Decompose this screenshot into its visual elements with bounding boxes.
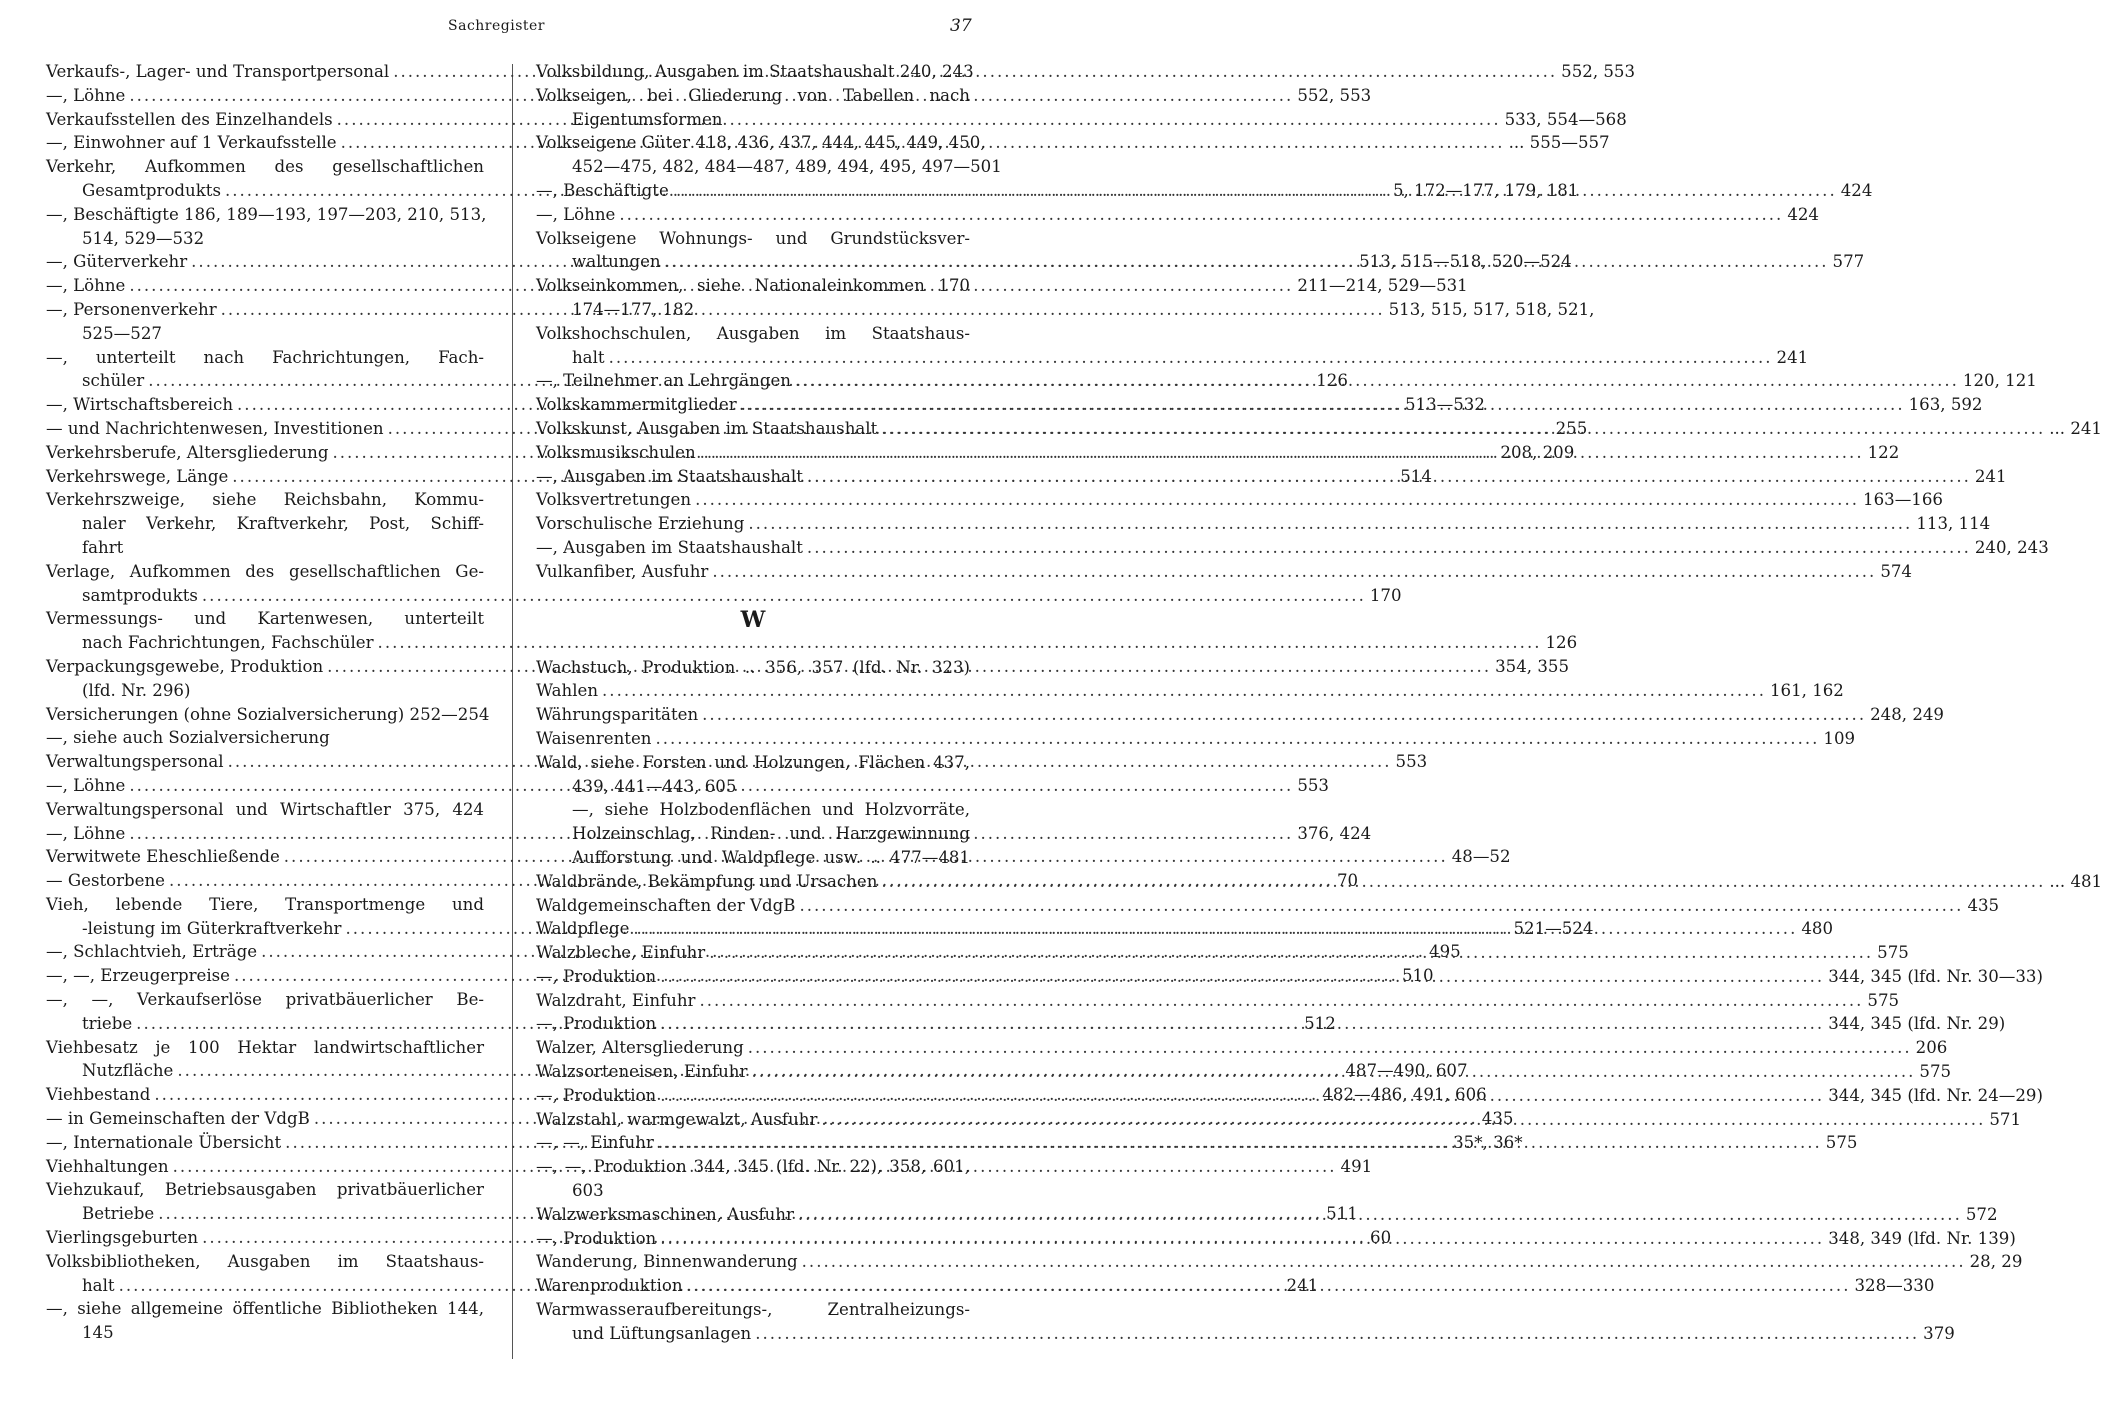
- index-entry: [536, 512, 1991, 536]
- entry-page-refs: 48—52: [1451, 847, 1511, 867]
- entry-page-refs: 241: [1286, 1275, 1319, 1295]
- index-entry-line: [46, 488, 484, 512]
- entry-page-refs: 344, 345 (lfd. Nr. 24—29): [1828, 1085, 2043, 1105]
- dot-leader: [665, 250, 1829, 274]
- dot-leader: [702, 703, 1866, 727]
- entry-term: Waldpflege: [536, 919, 630, 939]
- entry-page-refs: 513, 515, 517, 518, 521,: [1388, 299, 1595, 319]
- entry-term: Verkehrszweige, siehe Reichsbahn, Kommu-: [46, 490, 484, 510]
- entry-page-refs: 109: [1823, 728, 1856, 748]
- dot-leader: [699, 989, 1863, 1013]
- index-entry-line: [46, 1297, 484, 1321]
- entry-term: Wanderung, Binnenwanderung: [536, 1252, 798, 1272]
- index-entry-line: [536, 1298, 970, 1322]
- entry-page-refs: 211—214, 529—531: [1297, 276, 1468, 296]
- index-entry-line: [46, 607, 484, 631]
- entry-term: fahrt: [82, 537, 124, 557]
- dot-leader: [881, 870, 2045, 894]
- entry-term: Vieh, lebende Tiere, Transportmenge und: [46, 894, 484, 914]
- entry-term: —, —, Verkaufserlöse privatbäuerlicher Be-: [46, 990, 484, 1010]
- entry-term: —, Güterverkehr: [46, 252, 188, 272]
- entry-page-refs: 35*, 36*: [1453, 1132, 1523, 1152]
- entry-term: 603: [572, 1181, 604, 1201]
- dot-leader: [748, 512, 1912, 536]
- entry-term: Wachstuch, Produktion .. 356, 357 (lfd. Nr. 323): [536, 657, 970, 677]
- entry-page-refs: 513, 515—518, 520—524: [1359, 252, 1572, 272]
- entry-term: -leistung im Güterkraftverkehr: [82, 918, 342, 938]
- running-title: Sachregister: [448, 18, 545, 34]
- index-entry: [536, 1036, 1948, 1060]
- index-entry-line: [536, 131, 986, 155]
- entry-page-refs: 512: [1304, 1013, 1336, 1033]
- entry-page-refs: 354, 355: [1495, 656, 1570, 676]
- dot-leader: [660, 965, 1824, 989]
- entry-term: —, —, Erzeugerpreise: [46, 966, 230, 986]
- entry-page-refs: 113, 114: [1916, 514, 1991, 534]
- entry-term: Waisenrenten: [536, 728, 652, 748]
- entry-term: —, unterteilt nach Fachrichtungen, Fach-: [46, 347, 484, 367]
- entry-term: Eigentumsformen: [572, 109, 723, 129]
- entry-term: —, Löhne: [536, 204, 616, 224]
- entry-page-refs: 28, 29: [1969, 1252, 2023, 1272]
- entry-page-refs: 5, 172—177, 179, 181: [1392, 180, 1579, 200]
- index-entry-line: [536, 989, 1900, 1013]
- index-entry-line: [536, 703, 1944, 727]
- index-entry-line: [536, 894, 2000, 918]
- entry-term: Verlage, Aufkommen des gesellschaftlichen Ge-: [46, 561, 484, 581]
- index-entry-line: [46, 155, 484, 179]
- entry-page-refs: 577: [1832, 252, 1865, 272]
- dot-leader: [795, 369, 1959, 393]
- entry-term: Viehhaltungen: [46, 1156, 169, 1176]
- dot-leader: [807, 536, 1971, 560]
- index-entry: [536, 1298, 1955, 1346]
- dot-leader: [807, 465, 1971, 489]
- entry-term: —, siehe auch Sozialversicherung: [46, 728, 330, 748]
- entry-term: Walzwerksmaschinen, Ausfuhr: [536, 1204, 794, 1224]
- entry-term: —, Produktion: [536, 1228, 657, 1248]
- entry-term: —, Produktion: [536, 1014, 657, 1034]
- entry-page-refs: 575: [1825, 1133, 1858, 1153]
- index-entry: [46, 607, 1578, 655]
- entry-term: Vorschulische Erziehung: [536, 514, 745, 534]
- entry-page-refs: 533, 554—568: [1504, 109, 1627, 129]
- entry-term: Vierlingsgeburten: [46, 1228, 199, 1248]
- entry-page-refs: 161, 162: [1769, 681, 1844, 701]
- index-entry-line: [536, 822, 970, 846]
- index-entry-line: [46, 322, 484, 346]
- entry-term: Waldbrände, Bekämpfung und Ursachen: [536, 871, 878, 891]
- index-entry: [536, 727, 1856, 751]
- entry-term: nach Fachrichtungen, Fachschüler: [82, 633, 374, 653]
- index-entry-line: [536, 84, 970, 108]
- entry-page-refs: 574: [1880, 561, 1912, 581]
- entry-term: Holzeinschlag, Rinden- und Harzgewinnung: [572, 824, 970, 844]
- entry-term: Vulkanfiber, Ausfuhr: [536, 561, 709, 581]
- index-entry-line: [536, 1250, 2023, 1274]
- index-entry-line: [536, 798, 970, 822]
- entry-term: —, Löhne: [46, 775, 126, 795]
- index-entry-line: [46, 1321, 484, 1345]
- entry-page-refs: 491: [1340, 1156, 1373, 1176]
- entry-term: Warmwasseraufbereitungs-, Zentralheizungs-: [536, 1300, 970, 1320]
- entry-term: Volkskammermitglieder: [536, 395, 737, 415]
- page-number: 37: [950, 16, 972, 36]
- index-entry-line: [46, 631, 1578, 655]
- entry-term: Volksbibliotheken, Ausgaben im Staatshaus-: [46, 1251, 484, 1271]
- index-entry-line: [536, 108, 970, 132]
- entry-term: Volkshochschulen, Ausgaben im Staatshaus-: [536, 323, 970, 343]
- index-entry-line: [536, 203, 1819, 227]
- entry-page-refs: 480: [1801, 919, 1834, 939]
- entry-term: Verwaltungspersonal und Wirtschaftler 375, 424: [46, 799, 484, 819]
- index-entry: [536, 84, 970, 132]
- entry-term: Gesamtprodukts: [82, 180, 221, 200]
- index-entry-line: [536, 512, 1991, 536]
- entry-term: —, siehe Holzbodenflächen und Holzvorräte,: [572, 800, 970, 820]
- entry-page-refs: 435: [1481, 1109, 1514, 1129]
- dot-leader: [748, 1036, 1912, 1060]
- entry-term: Volkseigene Wohnungs- und Grundstücksver-: [536, 228, 970, 248]
- index-entry-line: [536, 274, 970, 298]
- entry-term: —, Löhne: [46, 85, 126, 105]
- entry-page-refs: 240, 243: [1974, 537, 2049, 557]
- entry-term: Wald, siehe Forsten und Holzungen, Flächen 437,: [536, 752, 970, 772]
- dot-leader: [660, 1227, 1824, 1251]
- index-entry: [536, 131, 1002, 179]
- dot-leader: [660, 1084, 1824, 1108]
- dot-leader: [881, 417, 2045, 441]
- entry-term: Warenproduktion: [536, 1276, 683, 1296]
- index-entry-line: [46, 1250, 484, 1274]
- entry-term: —, Einwohner auf 1 Verkaufsstelle: [46, 133, 337, 153]
- entry-page-refs: 344, 345 (lfd. Nr. 30—33): [1828, 966, 2043, 986]
- entry-page-refs: 514: [1400, 466, 1432, 486]
- index-entry-line: [46, 227, 484, 251]
- entry-term: —, Beschäftigte 186, 189—193, 197—203, 210, 513,: [46, 204, 487, 224]
- index-entry: [46, 703, 490, 727]
- entry-term: Nutzfläche: [82, 1061, 174, 1081]
- index-entry-line: [46, 512, 484, 536]
- entry-term: Verpackungsgewebe, Produktion: [46, 656, 324, 676]
- entry-term: Walzer, Altersgliederung: [536, 1038, 744, 1058]
- entry-page-refs: 552, 553: [1561, 62, 1636, 81]
- entry-page-refs: 120, 121: [1962, 371, 2037, 391]
- entry-term: —, Ausgaben im Staatshaushalt: [536, 537, 803, 557]
- entry-page-refs: 170: [1369, 585, 1402, 605]
- dot-leader: [609, 346, 1773, 370]
- index-entry: [536, 274, 970, 322]
- index-entry: [536, 751, 970, 799]
- section-letter-w: W: [740, 606, 766, 633]
- index-entry: [536, 703, 1944, 727]
- dot-leader: [802, 1250, 1966, 1274]
- index-entry: [536, 656, 970, 680]
- entry-page-refs: 248, 249: [1870, 705, 1944, 725]
- dot-leader: [687, 1274, 1851, 1298]
- entry-term: Währungsparitäten: [536, 705, 699, 725]
- entry-term: —, Löhne: [46, 276, 126, 296]
- index-entry: [536, 60, 974, 84]
- entry-page-refs: 513—532: [1404, 395, 1485, 415]
- entry-term: 174—177, 182: [572, 299, 695, 319]
- entry-term: Viehbestand: [46, 1085, 151, 1105]
- index-entry-line: [46, 726, 484, 750]
- entry-term: Walzstahl, warmgewalzt, Ausfuhr: [536, 1109, 818, 1129]
- index-entry-line: [46, 679, 484, 703]
- dot-leader: [751, 1060, 1915, 1084]
- index-entry-line: [536, 751, 970, 775]
- index-entry-line: [536, 679, 1844, 703]
- entry-term: Aufforstung und Waldpflege usw. .. 477—481: [572, 847, 970, 867]
- entry-term: Volksvertretungen: [536, 490, 692, 510]
- entry-term: —, Internationale Übersicht: [46, 1132, 282, 1152]
- entry-term: Volkseigene Güter 418, 436, 437, 444, 445, 449, 450,: [536, 133, 986, 153]
- entry-term: Verkehrsberufe, Altersgliederung: [46, 442, 329, 462]
- entry-term: —, Teilnehmer an Lehrgängen: [536, 371, 791, 391]
- dot-leader: [821, 1108, 1985, 1132]
- entry-page-refs: 571: [1989, 1109, 2022, 1129]
- index-entry: [46, 488, 484, 559]
- entry-term: —, Produktion: [536, 966, 657, 986]
- entry-term: Volkseigen, bei Gliederung von Tabellen nach: [536, 85, 970, 105]
- entry-term: Volksmusikschulen: [536, 442, 696, 462]
- entry-page-refs: 511: [1326, 1204, 1358, 1224]
- index-entry-line: [536, 1322, 1955, 1346]
- index-entry: [536, 560, 1912, 584]
- entry-term: waltungen: [572, 252, 661, 272]
- entry-term: Viehzukauf, Betriebsausgaben privatbäuerlicher: [46, 1180, 484, 1200]
- entry-term: und Lüftungsanlagen: [572, 1323, 752, 1343]
- dot-leader: [655, 727, 1819, 751]
- entry-term: Verwitwete Eheschließende: [46, 847, 280, 867]
- entry-term: —, Produktion: [536, 1085, 657, 1105]
- entry-term: Versicherungen (ohne Sozialversicherung) 252—254: [46, 704, 490, 724]
- entry-term: —, Ausgaben im Staatshaushalt: [536, 466, 803, 486]
- index-entry: [536, 322, 1809, 370]
- entry-page-refs: 575: [1919, 1062, 1952, 1082]
- entry-term: —, siehe allgemeine öffentliche Bibliotheken 144,: [46, 1299, 484, 1319]
- entry-page-refs: 575: [1867, 990, 1900, 1010]
- index-entry-line: [536, 322, 970, 346]
- dot-leader: [799, 894, 1963, 918]
- entry-page-refs: 376, 424: [1297, 823, 1372, 843]
- index-entry-line: [536, 536, 2049, 560]
- entry-page-refs: 487—490, 607: [1345, 1061, 1468, 1081]
- entry-page-refs: ... 481: [2049, 871, 2102, 891]
- index-entry-line: [46, 1178, 484, 1202]
- entry-page-refs: 510: [1401, 966, 1434, 986]
- index-entry: [536, 203, 1819, 227]
- entry-page-refs: 572: [1965, 1204, 1998, 1224]
- entry-page-refs: 241: [1776, 347, 1809, 367]
- index-entry-line: [536, 155, 1002, 179]
- entry-term: 514, 529—532: [82, 228, 205, 248]
- index-entry-line: [46, 584, 1402, 608]
- entry-term: Verkaufsstellen des Einzelhandels: [46, 109, 333, 129]
- index-entry-line: [46, 346, 484, 370]
- index-entry-line: [536, 1179, 970, 1203]
- index-entry-line: [536, 560, 1912, 584]
- entry-term: Wahlen: [536, 681, 599, 701]
- dot-leader: [709, 941, 1873, 965]
- entry-term: —, —, Einfuhr: [536, 1133, 654, 1153]
- entry-page-refs: 163, 592: [1908, 395, 1983, 415]
- index-entry-line: [46, 560, 484, 584]
- index-entry-line: [536, 488, 1943, 512]
- entry-term: —, —, Produktion 344, 345 (lfd. Nr. 22), 358, 601,: [536, 1157, 970, 1177]
- entry-term: Vermessungs- und Kartenwesen, unterteilt: [46, 609, 484, 629]
- entry-term: halt: [572, 347, 605, 367]
- entry-page-refs: 424: [1840, 180, 1873, 200]
- entry-term: — Gestorbene: [46, 871, 166, 891]
- index-entry: [46, 203, 487, 251]
- entry-page-refs: 126: [1545, 633, 1578, 653]
- entry-page-refs: 424: [1787, 204, 1819, 224]
- dot-leader: [660, 1012, 1824, 1036]
- entry-term: samtprodukts: [82, 585, 198, 605]
- entry-term: Volksbildung, Ausgaben im Staatshaushalt 240, 243: [536, 62, 974, 81]
- entry-term: Volkseinkommen, siehe Nationaleinkommen 170: [536, 276, 970, 296]
- entry-term: Verwaltungspersonal: [46, 752, 224, 772]
- entry-page-refs: 60: [1370, 1228, 1392, 1248]
- entry-term: halt: [82, 1275, 115, 1295]
- index-entry: [536, 1250, 2023, 1274]
- index-entry-line: [536, 1036, 1948, 1060]
- entry-page-refs: 70: [1336, 871, 1359, 891]
- entry-term: —, Löhne: [46, 823, 126, 843]
- dot-leader: [633, 917, 1797, 941]
- index-entry: [536, 989, 1900, 1013]
- index-entry: [536, 679, 1844, 703]
- dot-leader: [673, 179, 1837, 203]
- entry-page-refs: 553: [1395, 752, 1428, 772]
- index-entry: [46, 798, 484, 822]
- index-entry-line: [46, 203, 487, 227]
- dot-leader: [755, 1322, 1919, 1346]
- entry-page-refs: ... 555—557: [1508, 133, 1610, 153]
- dot-leader: [602, 679, 1766, 703]
- entry-term: Walzbleche, Einfuhr: [536, 943, 706, 963]
- dot-leader: [712, 560, 1876, 584]
- entry-term: (lfd. Nr. 296): [82, 680, 191, 700]
- entry-page-refs: 575: [1877, 943, 1909, 963]
- entry-term: Betriebe: [82, 1204, 155, 1224]
- index-entry: [46, 1297, 484, 1345]
- dot-leader: [695, 488, 1859, 512]
- index-entry-line: [536, 775, 970, 799]
- entry-term: —, Schlachtvieh, Erträge: [46, 942, 258, 962]
- entry-page-refs: 435: [1967, 895, 2000, 915]
- entry-page-refs: 255: [1555, 418, 1588, 438]
- entry-term: —, Wirtschaftsbereich: [46, 395, 234, 415]
- entry-page-refs: 553: [1297, 775, 1329, 795]
- entry-term: —, Personenverkehr: [46, 299, 217, 319]
- entry-term: 439, 441—443, 605: [572, 776, 737, 796]
- entry-term: triebe: [82, 1013, 133, 1033]
- index-entry-line: [536, 1155, 970, 1179]
- entry-page-refs: 379: [1923, 1323, 1955, 1343]
- index-entry-line: [46, 1036, 484, 1060]
- index-entry-line: [536, 298, 970, 322]
- index-entry-line: [46, 703, 490, 727]
- dot-leader: [700, 441, 1864, 465]
- entry-page-refs: 482—486, 491, 606: [1322, 1085, 1487, 1105]
- entry-page-refs: 495: [1429, 942, 1461, 962]
- entry-page-refs: 122: [1867, 442, 1900, 462]
- entry-page-refs: ... 241: [2049, 418, 2102, 438]
- index-entry-line: [46, 536, 484, 560]
- entry-page-refs: 206: [1915, 1038, 1948, 1058]
- index-entry-line: [536, 727, 1856, 751]
- entry-term: Walzsorteneisen, Einfuhr: [536, 1062, 748, 1082]
- entry-page-refs: 552, 553: [1297, 85, 1372, 105]
- entry-page-refs: 126: [1316, 371, 1348, 391]
- index-entry-line: [536, 656, 970, 680]
- entry-term: — und Nachrichtenwesen, Investitionen: [46, 418, 384, 438]
- entry-term: Verkehr, Aufkommen des gesellschaftlichen: [46, 157, 484, 177]
- index-entry-line: [536, 846, 970, 870]
- index-entry: [536, 536, 2049, 560]
- index-entry-line: [46, 893, 484, 917]
- entry-term: 452—475, 482, 484—487, 489, 494, 495, 497—501: [572, 157, 1002, 177]
- index-entry-line: [46, 798, 484, 822]
- index-entry: [536, 894, 2000, 918]
- entry-term: Walzdraht, Einfuhr: [536, 990, 696, 1010]
- entry-term: Viehbesatz je 100 Hektar landwirtschaftlicher: [46, 1037, 484, 1057]
- page-header: [0, 16, 1024, 44]
- dot-leader: [658, 1131, 1822, 1155]
- index-entry-line: [46, 988, 484, 1012]
- dot-leader: [619, 203, 1783, 227]
- index-entry: [46, 726, 484, 750]
- entry-page-refs: 344, 345 (lfd. Nr. 29): [1828, 1014, 2006, 1034]
- entry-term: Verkehrswege, Länge: [46, 466, 229, 486]
- entry-term: 525—527: [82, 323, 162, 343]
- index-entry-line: [536, 60, 974, 84]
- index-entry: [536, 488, 1943, 512]
- entry-page-refs: 521—524: [1513, 918, 1594, 938]
- entry-page-refs: 163—166: [1863, 490, 1943, 510]
- entry-term: Volkskunst, Ausgaben im Staatshaushalt: [536, 418, 878, 438]
- entry-term: — in Gemeinschaften der VdgB: [46, 1109, 310, 1129]
- entry-term: schüler: [82, 371, 145, 391]
- entry-term: —, Beschäftigte: [536, 180, 669, 200]
- index-entry-line: [536, 227, 970, 251]
- dot-leader: [741, 393, 1905, 417]
- entry-page-refs: 328—330: [1854, 1276, 1935, 1296]
- index-entry: [536, 1155, 970, 1203]
- entry-term: Verkaufs-, Lager- und Transportpersonal: [46, 62, 390, 81]
- index-entry-line: [536, 346, 1809, 370]
- entry-page-refs: 208, 209: [1500, 442, 1575, 462]
- entry-term: Waldgemeinschaften der VdgB: [536, 895, 796, 915]
- entry-term: naler Verkehr, Kraftverkehr, Post, Schiff-: [82, 514, 484, 534]
- index-entry: [536, 798, 970, 869]
- entry-page-refs: 348, 349 (lfd. Nr. 139): [1828, 1228, 2016, 1248]
- dot-leader: [798, 1203, 1962, 1227]
- entry-term: 145: [82, 1323, 114, 1343]
- entry-page-refs: 241: [1974, 466, 2007, 486]
